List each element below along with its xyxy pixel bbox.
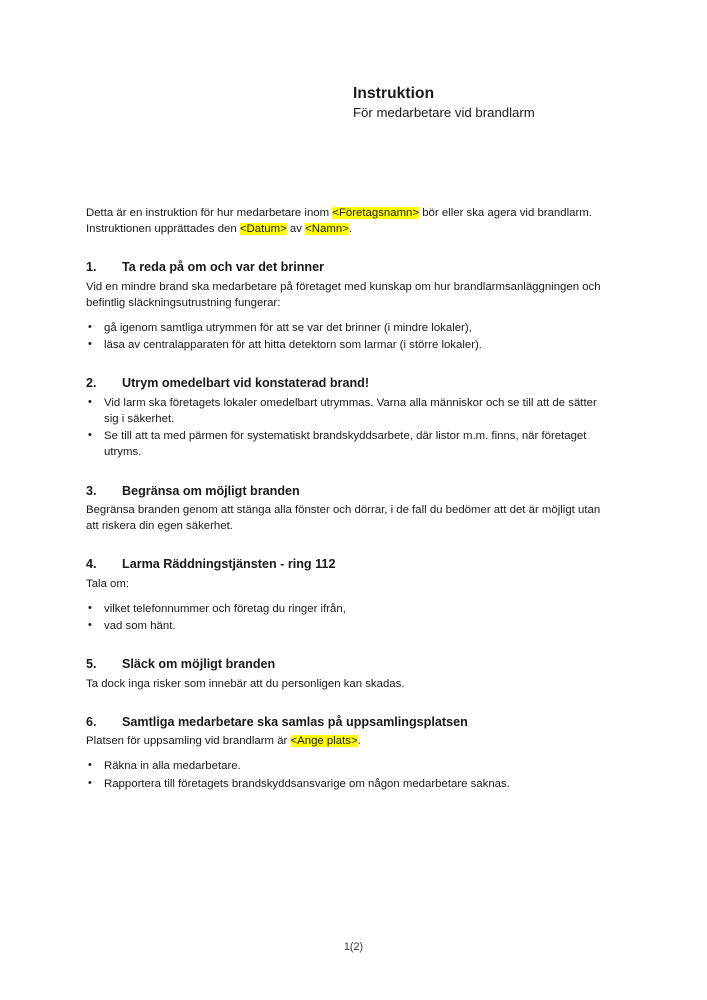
- section-2-heading: [86, 375, 614, 391]
- section-4-bullet-list: [86, 601, 614, 634]
- intro-text-3: Instruktionen upprättades den: [86, 223, 240, 236]
- section-5-title: Släck om möjligt branden: [122, 657, 276, 672]
- section-3: [86, 483, 614, 535]
- intro-text-4: av: [286, 223, 306, 236]
- section-3-paragraph: Begränsa branden genom att stänga alla fönster och dörrar, i de fall du bedömer att det är möjligt utan att riskera din egen säkerhet.: [86, 503, 601, 533]
- section-2-bullet-list: [86, 395, 614, 461]
- list-item: • Rapportera till företagets brandskyddsansvarige om någon medarbetare saknas.: [86, 776, 614, 792]
- list-item: • vad som hänt.: [86, 618, 614, 634]
- section-6-number: 6.: [86, 714, 97, 729]
- page-number-footer: 1(2): [343, 941, 364, 953]
- section-1-paragraph: Vid en mindre brand ska medarbetare på företaget med kunskap om hur brandlarmsanläggningen och befintlig släckningsutrustning fungerar:: [86, 280, 601, 309]
- intro-text-5: .: [348, 223, 352, 236]
- placeholder-company: <Företagsnamn>: [332, 207, 420, 219]
- section-6-title: Samtliga medarbetare ska samlas på uppsamlingsplatsen: [122, 714, 468, 729]
- section-1: [86, 259, 614, 353]
- list-item: • vilket telefonnummer och företag du ringer ifrån,: [86, 601, 614, 617]
- list-item: • läsa av centralapparaten för att hitta detektorn som larmar (i större lokaler).: [86, 337, 614, 353]
- section-2-number: 2.: [86, 376, 97, 391]
- section-5: [86, 656, 614, 692]
- section-5-paragraph: Ta dock inga risker som innebär att du personligen kan skadas.: [86, 677, 405, 690]
- section-4-number: 4.: [86, 557, 97, 572]
- section-1-heading: [86, 259, 614, 275]
- section-6-text-before: Platsen för uppsamling vid brandlarm är: [86, 735, 291, 748]
- list-item: • Vid larm ska företagets lokaler omedelbart utrymmas. Varna alla människor och se till att de sätter sig i säkerhet.: [86, 395, 614, 427]
- section-1-number: 1.: [86, 260, 97, 275]
- page-title: Instruktion: [353, 85, 435, 102]
- section-4-heading: [86, 556, 614, 572]
- section-3-heading: [86, 483, 614, 499]
- document-body: [86, 205, 614, 793]
- section-6-heading: [86, 714, 614, 730]
- section-5-number: 5.: [86, 657, 97, 672]
- section-6: [86, 714, 614, 792]
- page-subtitle: För medarbetare vid brandlarm: [353, 105, 535, 121]
- section-3-title: Begränsa om möjligt branden: [122, 483, 300, 498]
- section-3-number: 3.: [86, 483, 97, 498]
- document-title-block: [353, 84, 653, 122]
- section-2: [86, 375, 614, 460]
- placeholder-date: <Datum>: [239, 223, 287, 236]
- section-6-paragraph: [86, 733, 614, 749]
- section-6-bullet-list: [86, 758, 614, 791]
- section-4-title: Larma Räddningstjänsten - ring 112: [122, 557, 336, 572]
- intro-text-1: Detta är en instruktion för hur medarbetare inom: [86, 207, 333, 219]
- section-1-bullet-list: [86, 320, 614, 353]
- placeholder-name: <Namn>: [305, 223, 349, 236]
- list-item: • gå igenom samtliga utrymmen för att se var det brinner (i mindre lokaler),: [86, 320, 614, 336]
- section-5-heading: [86, 656, 614, 672]
- section-2-title: Utrym omedelbart vid konstaterad brand!: [122, 376, 370, 391]
- list-item: • Räkna in alla medarbetare.: [86, 758, 614, 774]
- placeholder-place: <Ange plats>: [290, 735, 358, 748]
- section-4-paragraph: Tala om:: [86, 577, 130, 590]
- section-4: [86, 556, 614, 634]
- section-6-text-after: .: [357, 735, 361, 748]
- intro-text-2: bör eller ska agera vid brandlarm.: [419, 207, 592, 219]
- intro-paragraph: [86, 205, 614, 237]
- list-item: • Se till att ta med pärmen för systematiskt brandskyddsarbete, där listor m.m. finns, när företaget utryms.: [86, 428, 614, 460]
- section-1-title: Ta reda på om och var det brinner: [122, 260, 325, 275]
